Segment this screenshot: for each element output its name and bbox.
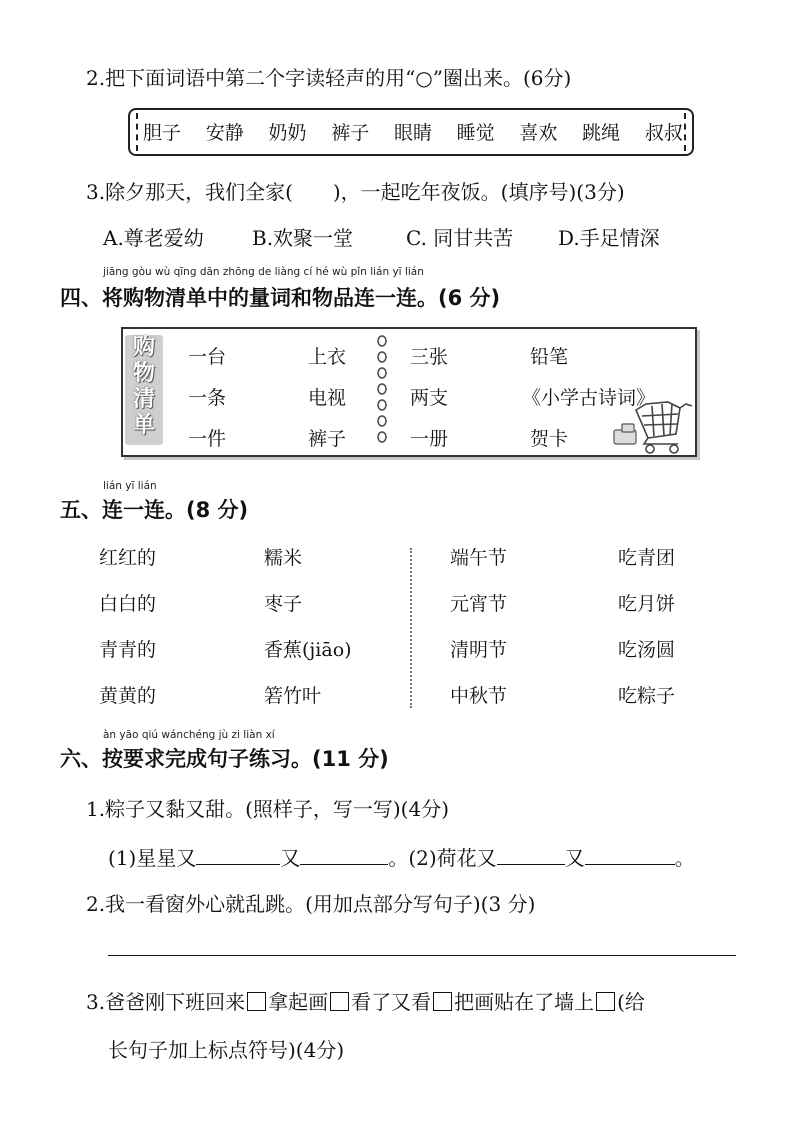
adjective[interactable]: 白白的 <box>99 593 157 615</box>
fill-in-prefix: (2)荷花又 <box>408 846 497 870</box>
fill-in-end: 。 <box>388 846 409 870</box>
option-c[interactable]: C. 同甘共苦 <box>406 226 514 250</box>
custom[interactable]: 吃月饼 <box>618 593 676 615</box>
word-item[interactable]: 眼睛 <box>393 122 432 144</box>
answer-blank[interactable] <box>585 846 675 865</box>
option-b[interactable]: B.欢聚一堂 <box>252 226 354 250</box>
question-6-3-line2: 长句子加上标点符号)(4分) <box>108 1038 345 1062</box>
answer-line[interactable] <box>108 955 736 956</box>
section-6-title: 六、按要求完成句子练习。(11 分) <box>60 747 389 771</box>
section-5-title: 五、连一连。(8 分) <box>60 498 249 522</box>
column-divider <box>410 548 412 708</box>
adjective[interactable]: 黄黄的 <box>99 685 157 707</box>
tag-char: 清 <box>132 387 155 412</box>
festival[interactable]: 元宵节 <box>450 593 508 615</box>
answer-blank[interactable] <box>497 846 565 865</box>
section-5-pinyin: lián yī lián <box>103 480 157 492</box>
adjective[interactable]: 青青的 <box>99 639 157 661</box>
word-item[interactable]: 裤子 <box>331 122 370 144</box>
word-item[interactable]: 睡觉 <box>456 122 495 144</box>
fill-in-prefix: (1)星星又 <box>108 846 197 870</box>
punctuation-box[interactable] <box>330 992 349 1011</box>
word-item[interactable]: 胆子 <box>143 122 182 144</box>
adjective[interactable]: 红红的 <box>99 547 157 569</box>
measure-word[interactable]: 一册 <box>410 428 449 450</box>
sentence-part: (给 <box>617 990 645 1014</box>
question-6-2-title: 2.我一看窗外心就乱跳。(用加点部分写句子)(3 分) <box>86 892 536 916</box>
measure-word[interactable]: 一条 <box>188 387 227 409</box>
word-item[interactable]: 喜欢 <box>519 122 558 144</box>
option-d[interactable]: D.手足情深 <box>558 226 660 250</box>
festival[interactable]: 端午节 <box>450 547 508 569</box>
word-item[interactable]: 跳绳 <box>582 122 621 144</box>
festival[interactable]: 中秋节 <box>450 685 508 707</box>
food-item[interactable]: 糯米 <box>264 547 303 569</box>
shopping-list-tag <box>125 335 163 445</box>
food-item[interactable]: 香蕉(jiāo) <box>264 639 352 661</box>
item-word[interactable]: 铅笔 <box>530 346 569 368</box>
tag-char: 购 <box>132 335 155 360</box>
sentence-part: 拿起画 <box>268 990 329 1014</box>
sentence-part: 看了又看 <box>351 990 432 1014</box>
option-a[interactable]: A.尊老爱幼 <box>103 226 204 250</box>
punctuation-box[interactable] <box>433 992 452 1011</box>
measure-word[interactable]: 三张 <box>410 346 449 368</box>
shopping-cart-icon <box>606 398 696 456</box>
festival[interactable]: 清明节 <box>450 639 508 661</box>
punctuation-box[interactable] <box>247 992 266 1011</box>
fill-in-mid: 又 <box>564 846 585 870</box>
fill-in-row <box>108 842 695 871</box>
answer-blank[interactable] <box>300 846 388 865</box>
question-6-1-title: 1.粽子又黏又甜。(照样子，写一写)(4分) <box>86 797 450 821</box>
question-6-3-line1 <box>86 986 645 1015</box>
tag-char: 单 <box>132 413 155 438</box>
word-list <box>143 118 683 145</box>
food-item[interactable]: 箬竹叶 <box>264 685 322 707</box>
custom[interactable]: 吃青团 <box>618 547 676 569</box>
item-word[interactable]: 电视 <box>308 387 347 409</box>
section-4-pinyin: jiāng gòu wù qīng dān zhōng de liàng cí hé wù pǐn lián yī lián <box>103 266 424 278</box>
food-item[interactable]: 枣子 <box>264 593 303 615</box>
fill-in-end: 。 <box>674 846 695 870</box>
measure-word[interactable]: 一件 <box>188 428 227 450</box>
item-word[interactable]: 《小学古诗词》 <box>522 387 656 409</box>
section-4-title: 四、将购物清单中的量词和物品连一连。(6 分) <box>60 286 501 310</box>
item-word[interactable]: 贺卡 <box>530 428 569 450</box>
binder-rings-icon <box>375 333 389 447</box>
section-6-pinyin: àn yāo qiú wánchéng jù zi liàn xí <box>103 729 275 741</box>
word-item[interactable]: 叔叔 <box>644 122 683 144</box>
word-item[interactable]: 安静 <box>205 122 244 144</box>
tag-char: 物 <box>132 361 155 386</box>
sentence-part: 3.爸爸刚下班回来 <box>86 990 246 1014</box>
item-word[interactable]: 裤子 <box>308 428 347 450</box>
measure-word[interactable]: 一台 <box>188 346 227 368</box>
measure-word[interactable]: 两支 <box>410 387 449 409</box>
word-item[interactable]: 奶奶 <box>268 122 307 144</box>
question-2-title: 2.把下面词语中第二个字读轻声的用“○”圈出来。(6分) <box>86 66 572 90</box>
item-word[interactable]: 上衣 <box>308 346 347 368</box>
answer-blank[interactable] <box>196 846 280 865</box>
sentence-part: 把画贴在了墙上 <box>454 990 595 1014</box>
custom[interactable]: 吃粽子 <box>618 685 676 707</box>
question-3-title: 3.除夕那天，我们全家( )，一起吃年夜饭。(填序号)(3分) <box>86 180 625 204</box>
custom[interactable]: 吃汤圆 <box>618 639 676 661</box>
fill-in-mid: 又 <box>280 846 301 870</box>
punctuation-box[interactable] <box>596 992 615 1011</box>
